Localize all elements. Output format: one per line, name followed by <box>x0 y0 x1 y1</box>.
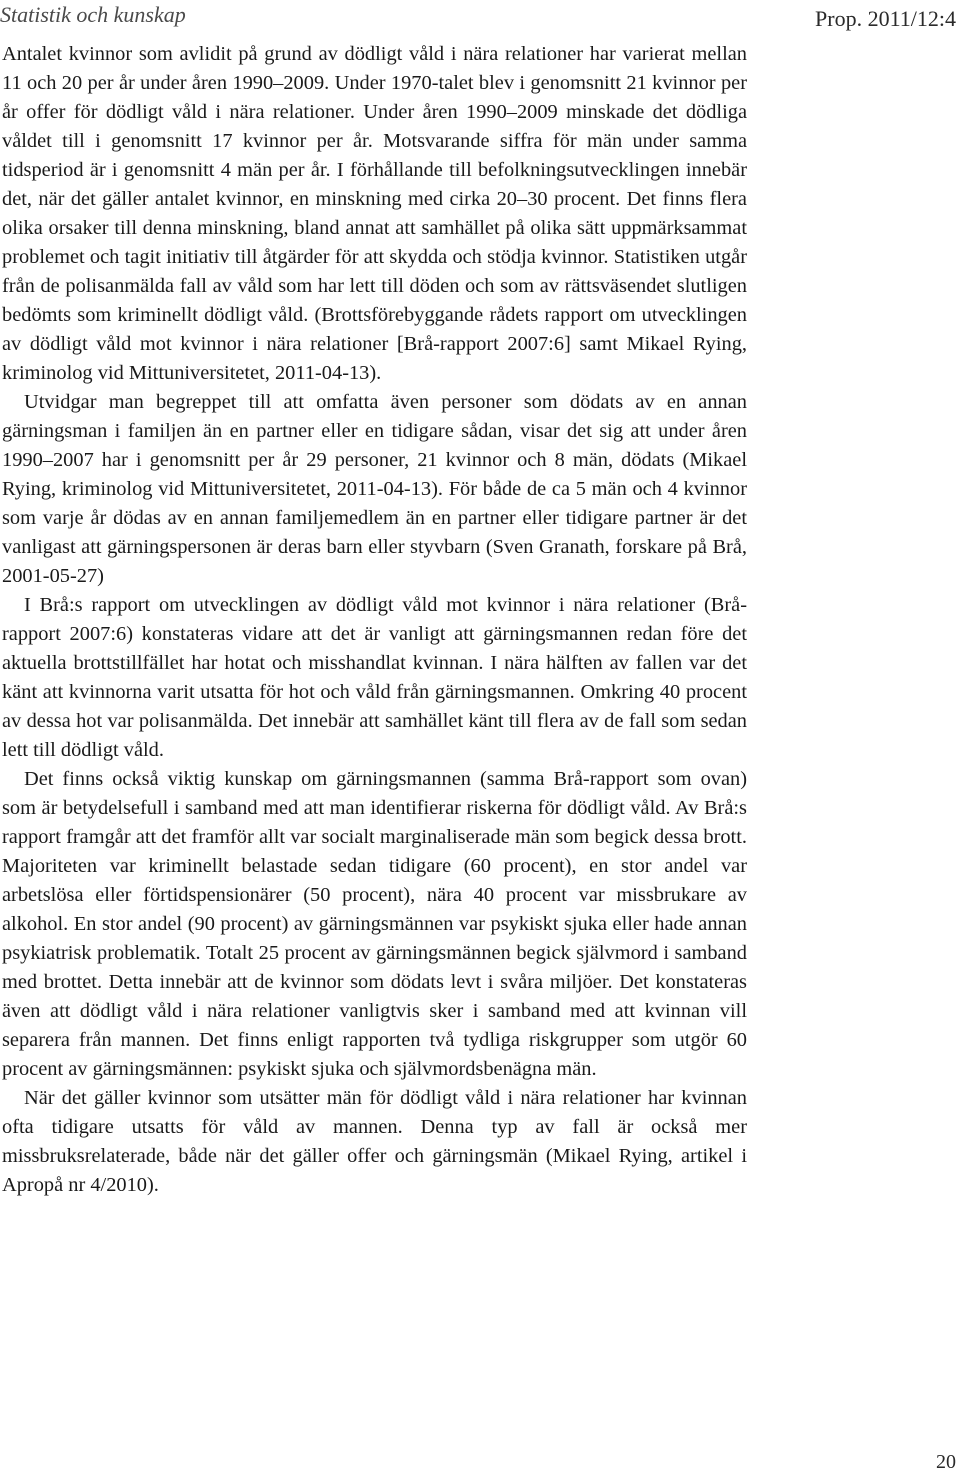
paragraph-statistics: Antalet kvinnor som avlidit på grund av dödligt våld i nära relationer har varierat mellan 11 och 20 per år under åren 1990–2009. Under 1970-talet blev i genomsnitt 21 kvinnor per år offer för dödligt våld i nära relationer. Under åren 1990–2009 minskade det dödliga våldet till i genomsnitt 17 kvinnor per år. Motsvarande siffra för män under samma tidsperiod är i genomsnitt 4 män per år. I förhållande till befolkningsutvecklingen innebär det, när det gäller antalet kvinnor, en minskning med cirka 20–30 procent. Det finns flera olika orsaker till denna minskning, bland annat att samhället på olika sätt uppmärksammat problemet och tagit initiativ till åtgärder för att skydda och stödja kvinnor. Statistiken utgår från de polisanmälda fall av våld som har lett till döden och som av rättsväsendet slutligen bedömts som kriminellt dödligt våld. (Brottsförebyggande rådets rapport om utvecklingen av dödligt våld mot kvinnor i nära relationer [Brå-rapport 2007:6] samt Mikael Rying, kriminolog vid Mittuniversitetet, 2011-04-13). <box>2 43 747 384</box>
paragraph-perpetrator-profile: Det finns också viktig kunskap om gärningsmannen (samma Brå-rapport som ovan) som är betydelsefull i samband med att man identifierar riskerna för dödligt våld. Av Brå:s rapport framgår att det framför allt var socialt marginaliserade män som begick dessa brott. Majoriteten var kriminellt belastade sedan tidigare (60 procent), en stor andel var arbetslösa eller förtidspensionärer (50 procent), nära 40 procent var missbrukare av alkohol. En stor andel (90 procent) av gärningsmännen var psykiskt sjuka eller hade annan psykiatrisk problematik. Totalt 25 procent av gärningsmännen begick självmord i samband med brottet. Detta innebär att de kvinnor som dödats levt i svåra miljöer. Det konstateras även att dödligt våld i nära relationer vanligtvis sker i samband med att kvinnan vill separera från mannen. Det finns enligt rapporten två tydliga riskgrupper som utgör 60 procent av gärningsmännen: psykiskt sjuka och självmordsbenägna män. <box>2 768 747 1080</box>
paragraph-prior-threats: I Brå:s rapport om utvecklingen av dödligt våld mot kvinnor i nära relationer (Brå-rapport 2007:6) konstateras vidare att det är vanligt att gärningsmannen redan före det aktuella brottstillfället har hotat och misshandlat kvinnan. I nära hälften av fallen var det känt att kvinnorna varit utsatta för hot och våld från gärningsmannen. Omkring 40 procent av dessa hot var polisanmälda. Det innebär att samhället känt till flera av de fall som sedan lett till dödligt våld. <box>2 594 747 761</box>
body-text <box>2 40 747 1200</box>
paragraph-female-perpetrators: När det gäller kvinnor som utsätter män för dödligt våld i nära relationer har kvinnan ofta tidigare utsatts för våld av mannen. Denna typ av fall är också mer missbruksrelaterade, både när det gäller offer och gärningsmän (Mikael Rying, artikel i Apropå nr 4/2010). <box>2 1087 747 1196</box>
paragraph-family-perpetrators: Utvidgar man begreppet till att omfatta även personer som dödats av en annan gärningsman i familjen än en partner eller en tidigare sådan, visar det sig att under åren 1990–2007 har i genomsnitt per år 29 personer, 21 kvinnor och 8 män, dödats (Mikael Rying, kriminolog vid Mittuniversitetet, 2011-04-13). För både de ca 5 män och 4 kvinnor som varje år dödas av en annan familjemedlem än en partner eller tidigare partner är det vanligast att gärningspersonen är deras barn eller styvbarn (Sven Granath, forskare på Brå, 2001-05-27) <box>2 391 747 587</box>
proposition-reference: Prop. 2011/12:4 <box>815 6 956 31</box>
running-title: Statistik och kunskap <box>0 2 186 27</box>
page-number: 20 <box>936 1451 956 1473</box>
